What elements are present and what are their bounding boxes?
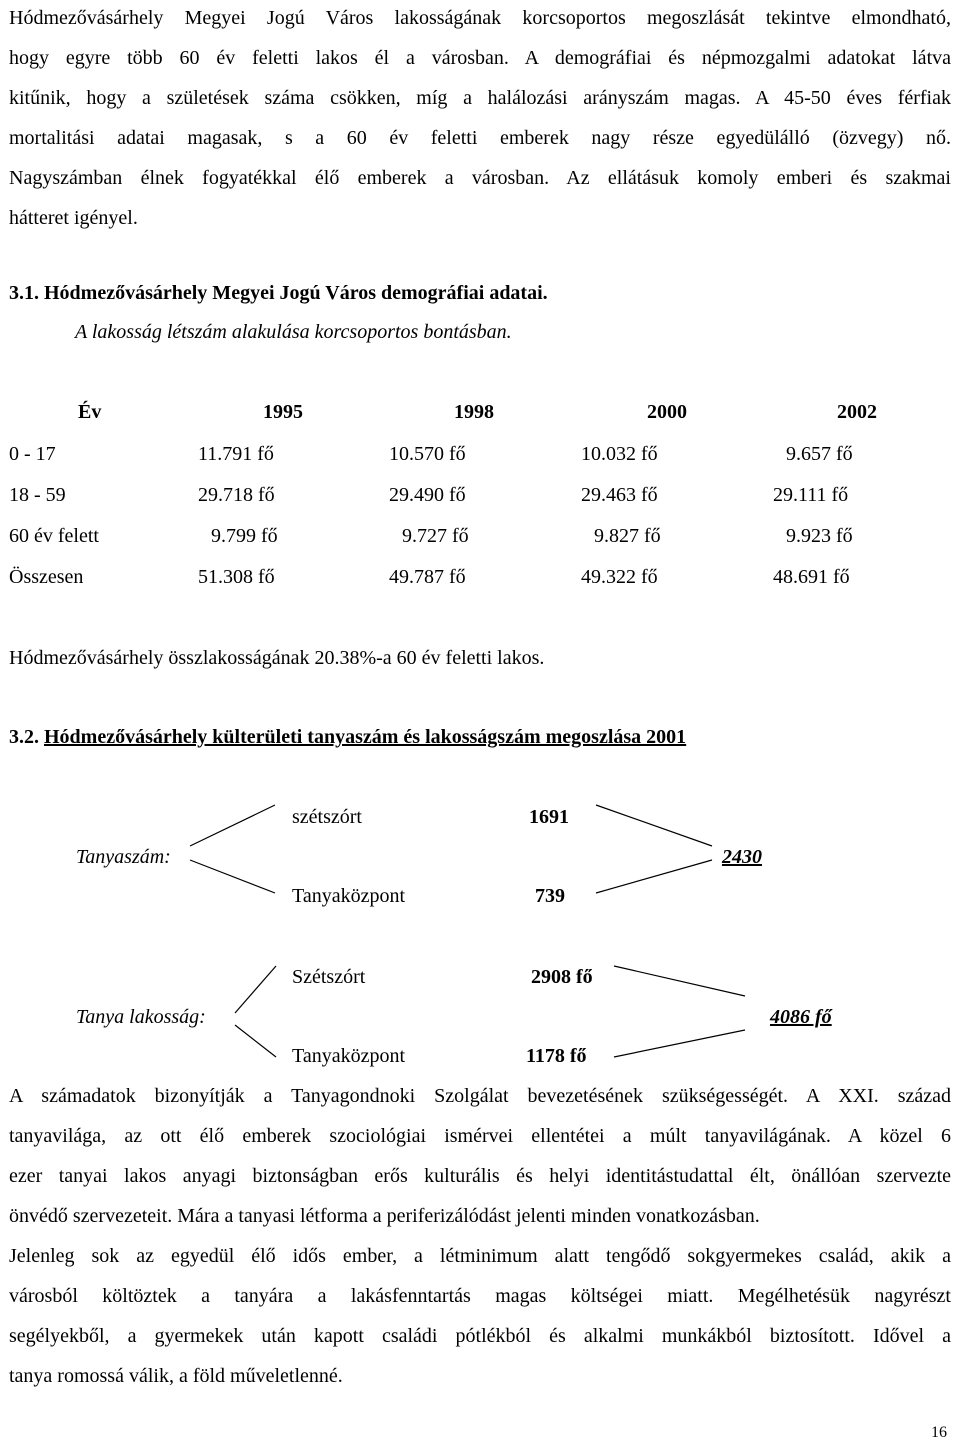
diagram-label: Tanya lakosság: xyxy=(76,1006,206,1028)
closing-line: segélyekből, a gyermekek után kapott családi pótlékból és alkalmi munkákból biztosított. Idővel a xyxy=(9,1325,951,1347)
table-cell: 51.308 fő xyxy=(198,566,275,588)
intro-line: hogy egyre több 60 év feletti lakos él a városban. A demográfiai és népmozgalmi adatokat látva xyxy=(9,47,951,69)
section-1-subheading: A lakosság létszám alakulása korcsoportos bontásban. xyxy=(75,321,512,343)
connector-line xyxy=(614,966,745,996)
table-header-cell: 2002 xyxy=(837,401,877,423)
closing-line: ezer tanyai lakos anyagi biztonságban erős kulturális és helyi identitástudattal élt, önállóan szervezte xyxy=(9,1165,951,1187)
diagram-label: Tanyaszám: xyxy=(76,846,171,868)
table-cell: 29.718 fő xyxy=(198,484,275,506)
table-cell: 29.111 fő xyxy=(773,484,849,506)
connector-line xyxy=(614,1030,745,1057)
section-1-heading: 3.1. Hódmezővásárhely Megyei Jogú Város demográfiai adatai. xyxy=(9,282,548,304)
diagram-bottom-value: 1178 fő xyxy=(526,1045,587,1067)
closing-line: Jelenleg sok az egyedül élő idős ember, a létminimum alatt tengődő sokgyermekes család, akik a xyxy=(9,1245,951,1267)
table-cell: 48.691 fő xyxy=(773,566,850,588)
diagram-bottom-label: Tanyaközpont xyxy=(292,885,406,907)
table-cell: 18 - 59 xyxy=(9,484,66,506)
diagram-total: 4086 fő xyxy=(770,1006,832,1028)
diagram-total: 2430 xyxy=(722,846,762,868)
table-header-cell: 1995 xyxy=(263,401,303,423)
table-cell: 60 év felett xyxy=(9,525,99,547)
table-cell: 11.791 fő xyxy=(198,443,274,465)
table-cell: 29.490 fő xyxy=(389,484,466,506)
diagram-top-label: Szétszórt xyxy=(292,966,366,988)
intro-line: kitűnik, hogy a születések száma csökken, míg a halálozási arányszám magas. A 45-50 éves férfiak xyxy=(9,87,951,109)
connector-line xyxy=(596,860,712,893)
connector-line xyxy=(596,805,712,846)
diagram-top-label: szétszórt xyxy=(292,806,362,828)
table-cell: 9.657 fő xyxy=(786,443,853,465)
diagram-top-value: 2908 fő xyxy=(531,966,593,988)
table-cell: 29.463 fő xyxy=(581,484,658,506)
table-cell: 0 - 17 xyxy=(9,443,56,465)
section-2-title: Hódmezővásárhely külterületi tanyaszám és lakosságszám megoszlása 2001 xyxy=(44,726,687,748)
section-2-number: 3.2. xyxy=(9,726,39,748)
table-header-cell: Év xyxy=(78,401,102,423)
table-header-cell: 2000 xyxy=(647,401,687,423)
closing-line: városból költöztek a tanyára a lakásfenntartás magas költségei miatt. Megélhetésük nagyrészt xyxy=(9,1285,951,1307)
closing-line: önvédő szervezeteit. Mára a tanyasi létforma a periferizálódást jelenti minden vonatkozásban. xyxy=(9,1205,760,1227)
table-cell: 9.727 fő xyxy=(402,525,469,547)
closing-paragraph xyxy=(9,1076,951,1396)
table-cell: 49.787 fő xyxy=(389,566,466,588)
intro-line: Nagyszámban élnek fogyatékkal élő emberek a városban. Az ellátásuk komoly emberi és szakmai xyxy=(9,167,951,189)
connector-line xyxy=(190,805,275,846)
closing-line: A számadatok bizonyítják a Tanyagondnoki Szolgálat bevezetésének szükségességét. A XXI. század xyxy=(9,1085,951,1107)
connector-line xyxy=(190,860,275,893)
table-cell: 49.322 fő xyxy=(581,566,658,588)
table-cell: 10.032 fő xyxy=(581,443,658,465)
closing-line: tanya romossá válik, a föld műveletlenné. xyxy=(9,1365,343,1387)
table-cell: 9.827 fő xyxy=(594,525,661,547)
connector-line xyxy=(235,966,276,1013)
diagram-bottom-value: 739 xyxy=(535,885,565,907)
table-cell: 9.799 fő xyxy=(211,525,278,547)
table-cell: 10.570 fő xyxy=(389,443,466,465)
diagram-bottom-label: Tanyaközpont xyxy=(292,1045,406,1067)
table-cell: Összesen xyxy=(9,566,84,588)
connector-line xyxy=(235,1025,276,1057)
intro-line: Hódmezővásárhely Megyei Jogú Város lakosságának korcsoportos megoszlását tekintve elmondható, xyxy=(9,7,951,29)
page-number: 16 xyxy=(931,1424,947,1441)
table-note: Hódmezővásárhely összlakosságának 20.38%-a 60 év feletti lakos. xyxy=(9,647,545,669)
closing-line: tanyavilága, az ott élő emberek szociológiai ismérvei ellentétei a múlt tanyavilágának. A közel 6 xyxy=(9,1125,951,1147)
table-cell: 9.923 fő xyxy=(786,525,853,547)
intro-line: hátteret igényel. xyxy=(9,207,138,229)
table-header-cell: 1998 xyxy=(454,401,494,423)
diagram-top-value: 1691 xyxy=(529,806,569,828)
intro-line: mortalitási adatai magasak, s a 60 év feletti emberek nagy része egyedülálló (özvegy) nő. xyxy=(9,127,951,149)
